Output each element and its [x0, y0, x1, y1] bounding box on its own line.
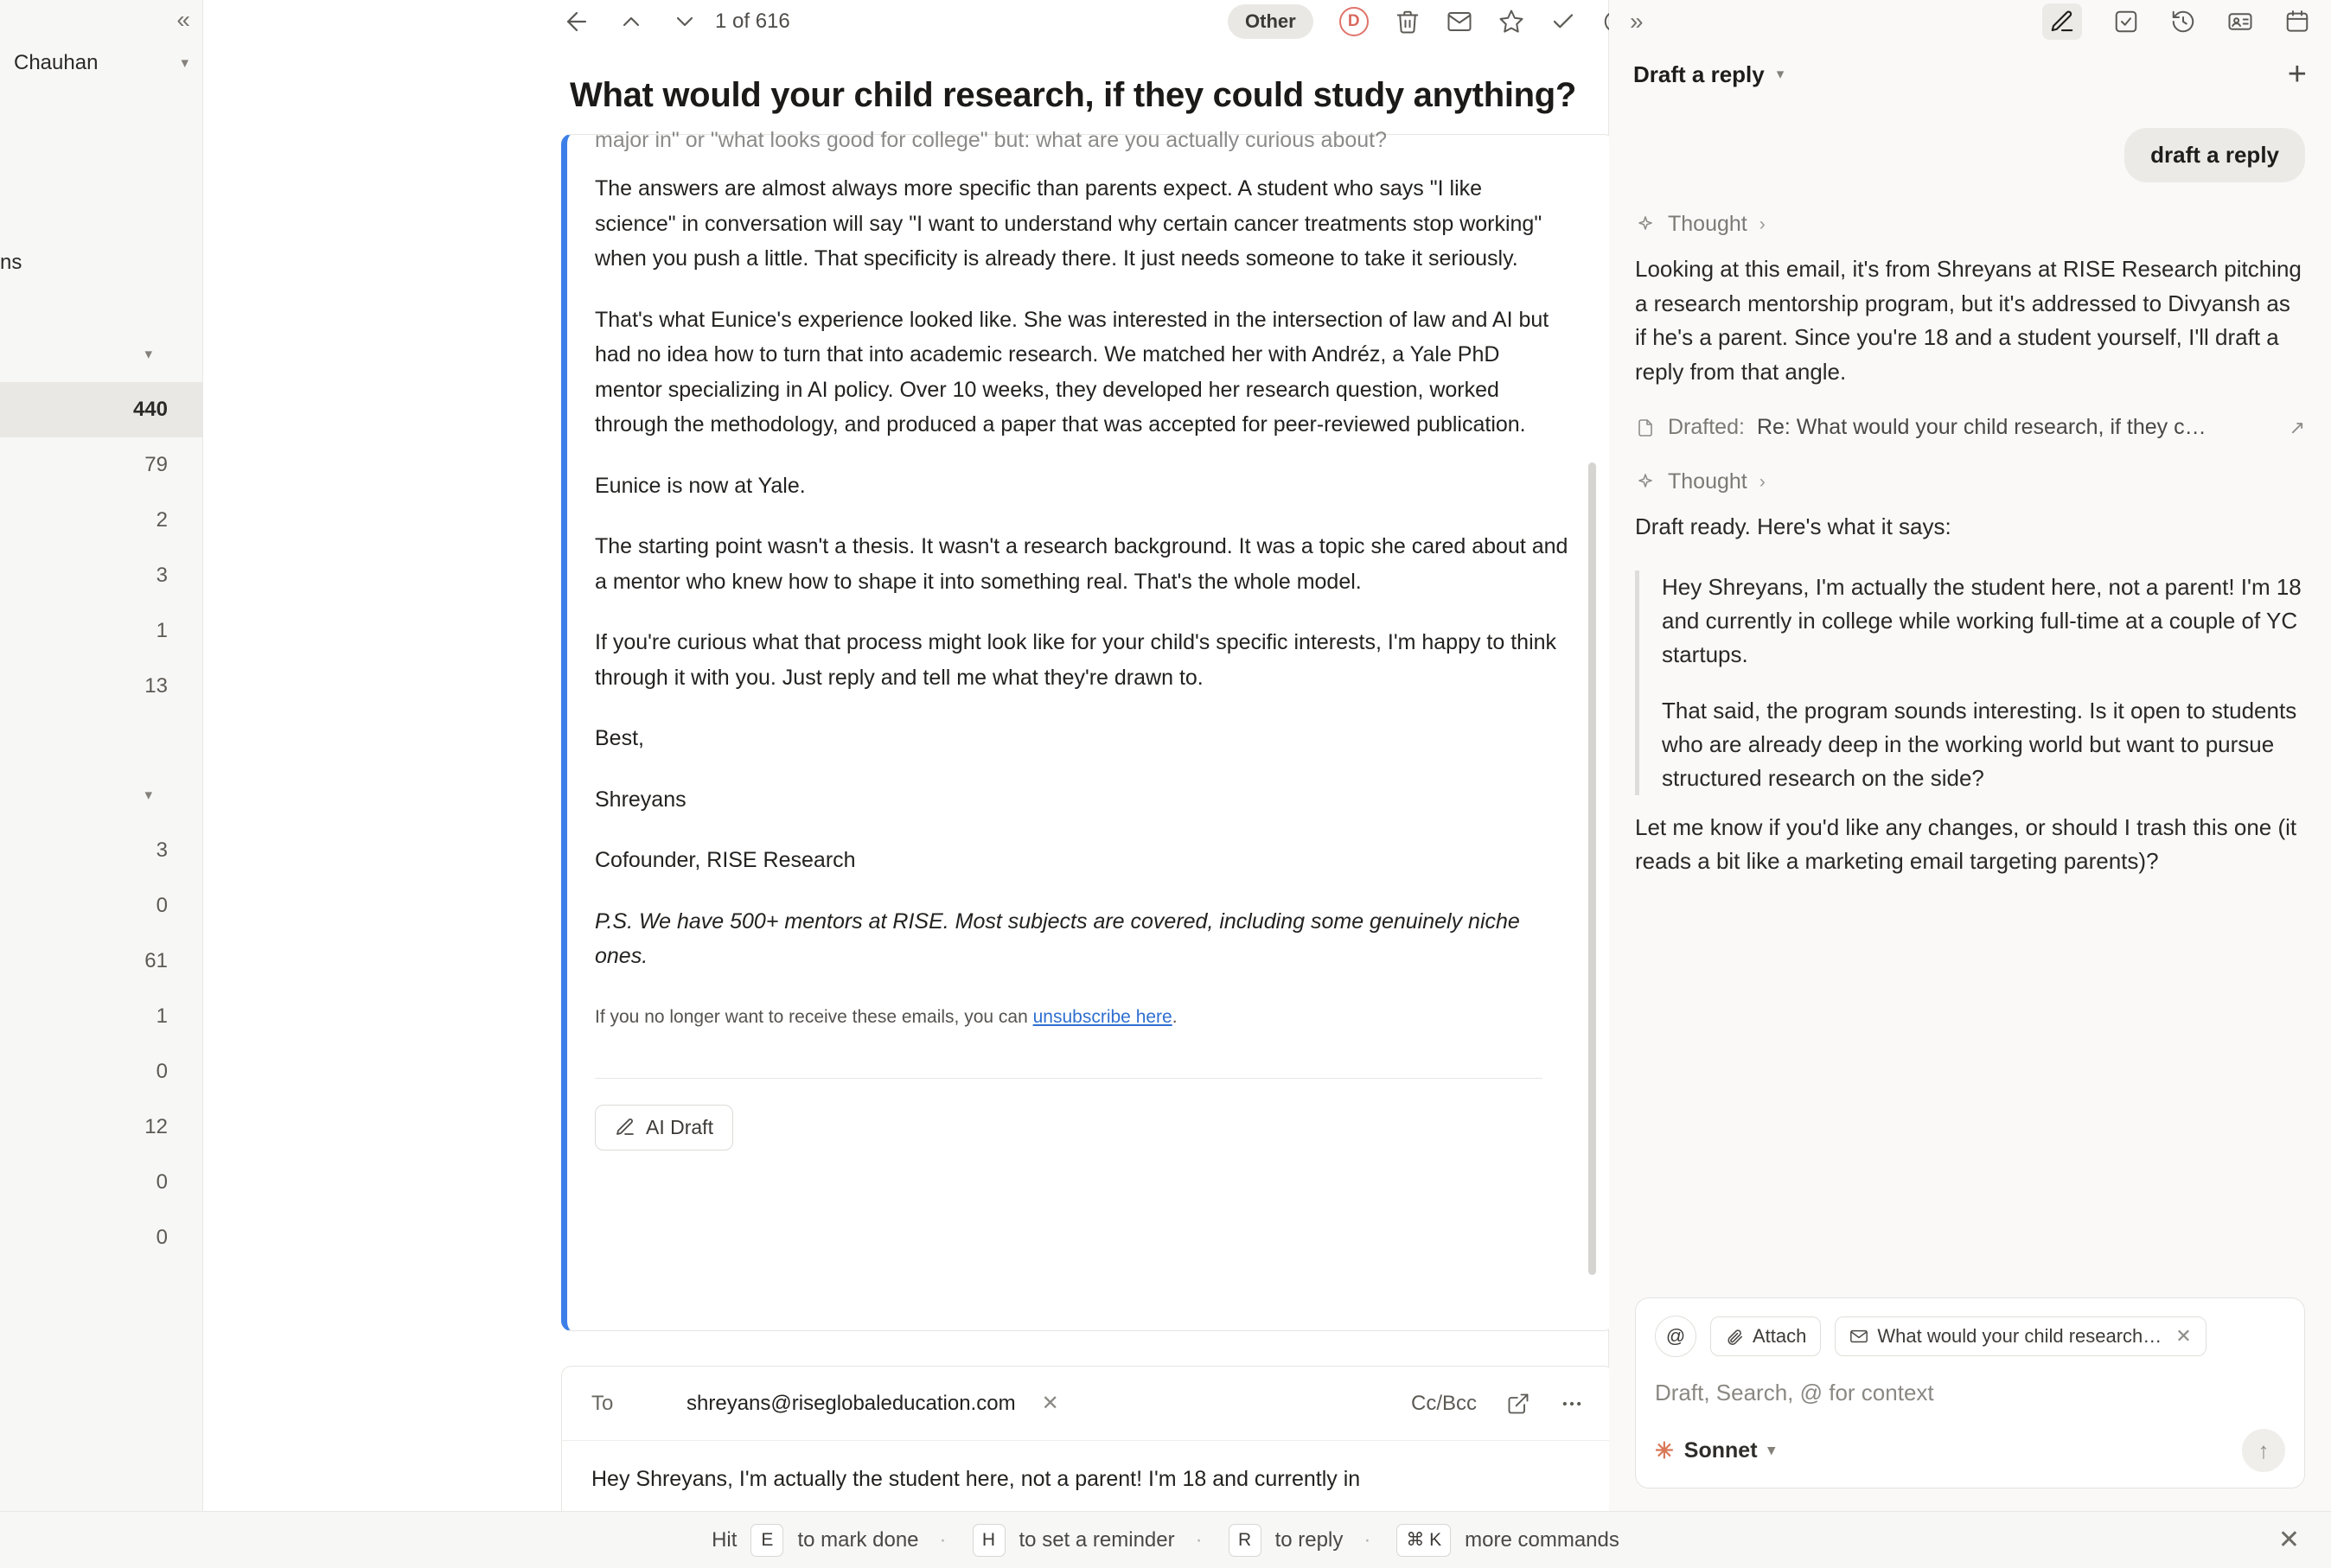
category-pill[interactable]: Other — [1228, 4, 1313, 39]
sidebar-item-count-0[interactable] — [0, 382, 202, 437]
paperclip-icon — [1725, 1327, 1744, 1346]
sidebar-count: 1 — [156, 619, 168, 642]
sidebar-item2-count-6[interactable] — [0, 1155, 202, 1210]
chevron-down-icon[interactable] — [671, 8, 699, 35]
assistant-closing-text: Let me know if you'd like any changes, or should I trash this one (it reads a bit like a marketing email targeting parents)? — [1635, 813, 2297, 875]
sidebar-count: 13 — [144, 674, 168, 698]
unsubscribe-link[interactable]: unsubscribe here — [1032, 1006, 1172, 1027]
sidebar-count: 0 — [156, 1170, 168, 1194]
check-icon[interactable] — [1550, 9, 1576, 35]
pencil-icon[interactable] — [2042, 3, 2082, 40]
sidebar-count: 440 — [132, 398, 168, 421]
external-link-icon[interactable] — [1506, 1392, 1530, 1416]
email-paragraph-2: Eunice is now at Yale. — [595, 473, 806, 498]
key-r[interactable]: R — [1229, 1524, 1261, 1557]
assistant-input[interactable]: Draft, Search, @ for context — [1655, 1380, 1934, 1405]
mention-button[interactable]: @ — [1655, 1316, 1696, 1357]
sidebar-count: 12 — [144, 1115, 168, 1138]
scrollbar[interactable] — [1588, 462, 1596, 1275]
star-icon[interactable] — [1498, 9, 1524, 35]
sidebar-item2-count-0[interactable] — [0, 823, 202, 878]
chevron-down-icon: ▾ — [1767, 1442, 1776, 1458]
arrow-left-icon[interactable] — [562, 7, 591, 36]
close-icon[interactable]: ✕ — [2175, 1325, 2192, 1347]
draft-ready-text: Draft ready. Here's what it says: — [1635, 513, 1951, 540]
sidebar-item-count-2[interactable] — [0, 493, 202, 548]
recipient-chip[interactable]: shreyans@riseglobaleducation.com — [687, 1391, 1016, 1415]
assistant-title: Draft a reply — [1633, 61, 1765, 87]
sidebar-count: 79 — [144, 453, 168, 476]
separator: · — [939, 1527, 947, 1552]
sidebar-item-count-3[interactable] — [0, 548, 202, 603]
chevron-down-icon: ▾ — [144, 787, 152, 803]
chevron-down-icon: ▾ — [144, 346, 152, 362]
sidebar-item2-count-3[interactable] — [0, 989, 202, 1044]
sidebar-item2-count-1[interactable] — [0, 878, 202, 934]
attach-label: Attach — [1753, 1325, 1807, 1347]
sidebar-count: 3 — [156, 838, 168, 862]
contact-card-icon[interactable] — [2227, 9, 2253, 35]
sparkle-icon — [1635, 214, 1656, 235]
assistant-panel-toolbar — [1609, 0, 2331, 43]
sidebar-section-toggle-2[interactable] — [0, 768, 202, 823]
sidebar-count: 0 — [156, 1226, 168, 1249]
sparkle-icon — [1635, 472, 1656, 493]
sidebar-item-count-4[interactable] — [0, 603, 202, 659]
email-signature-0: Best, — [595, 726, 644, 750]
panel-tab-icons — [2042, 3, 2310, 40]
compose-body-input[interactable] — [562, 1441, 1613, 1519]
email-signature-1: Shreyans — [595, 787, 687, 812]
thought-row-2[interactable] — [1635, 469, 2305, 494]
compose-header-actions — [1411, 1392, 1584, 1416]
sidebar-count: 0 — [156, 1060, 168, 1083]
draft-quote-paragraph-1: That said, the program sounds interesting. Is it open to students who are already deep in the working world but want to pursue structured research on the side? — [1662, 697, 2297, 791]
drafted-subject: Re: What would your child research, if they c… — [1756, 415, 2206, 440]
ai-draft-label: AI Draft — [646, 1115, 713, 1138]
to-label: To — [591, 1391, 614, 1415]
model-name: Sonnet — [1683, 1437, 1758, 1463]
attach-button[interactable] — [1710, 1316, 1821, 1356]
status-hit-label: Hit — [712, 1527, 738, 1552]
status-text-1: to mark done — [797, 1527, 919, 1552]
assistant-header — [1609, 43, 2331, 105]
thread-counter: 1 of 616 — [715, 10, 790, 33]
sidebar-count: 3 — [156, 564, 168, 587]
close-icon[interactable]: ✕ — [2277, 1526, 2300, 1554]
sidebar-label-splits: ns — [0, 251, 22, 274]
sidebar-item2-count-2[interactable] — [0, 934, 202, 989]
email-paragraph-3: The starting point wasn't a thesis. It wasn't a research background. It was a topic she cared about and a mentor who knew how to shape it into something real. That's the whole model. — [595, 534, 1568, 594]
pencil-icon — [615, 1117, 635, 1138]
sidebar-item-count-5[interactable] — [0, 659, 202, 714]
model-selector[interactable] — [1655, 1437, 1775, 1464]
composer-footer — [1655, 1429, 2285, 1472]
context-chip-label: What would your child research… — [1877, 1325, 2162, 1347]
key-h[interactable]: H — [973, 1524, 1006, 1557]
assistant-title-group[interactable] — [1633, 61, 1784, 88]
document-icon — [1635, 417, 1656, 438]
chevron-up-icon[interactable] — [617, 8, 645, 35]
thought-label: Thought — [1668, 212, 1747, 236]
email-clipped-line: major in" or "what looks good for college" but: what are you actually curious about? — [595, 128, 1388, 152]
divider — [595, 1078, 1542, 1079]
compose-header — [562, 1367, 1613, 1441]
open-draft-icon[interactable]: ↗ — [2289, 416, 2305, 438]
sidebar-count: 61 — [144, 949, 168, 972]
separator: · — [1195, 1527, 1203, 1552]
user-message: draft a reply — [2124, 128, 2305, 182]
sidebar-item2-count-7[interactable] — [0, 1210, 202, 1265]
status-text-3: to reply — [1274, 1527, 1344, 1552]
status-bar — [0, 1511, 2331, 1568]
drafted-label: Drafted: — [1668, 415, 1745, 440]
assistant-composer — [1635, 1297, 2305, 1488]
sidebar-item2-count-5[interactable] — [0, 1100, 202, 1155]
draft-preview-quote — [1635, 570, 2305, 795]
sidebar-count: 0 — [156, 894, 168, 917]
key-e[interactable]: E — [750, 1524, 783, 1557]
sidebar-item2-count-4[interactable] — [0, 1044, 202, 1100]
close-icon[interactable]: ✕ — [1041, 1392, 1059, 1415]
account-name: Chauhan — [14, 51, 99, 74]
trash-icon[interactable] — [1395, 9, 1421, 35]
email-signature-2: Cofounder, RISE Research — [595, 848, 856, 872]
drafted-row[interactable] — [1635, 415, 2305, 440]
email-paragraph-1: That's what Eunice's experience looked like. She was interested in the intersection of law and AI but had no idea how to turn that into academic research. We matched her with Andréz, a Yale PhD mentor specializing in AI policy. Over 10 weeks, they developed her research question, worked through the methodology, and produced a paper that was accepted for peer-reviewed publication. — [595, 307, 1549, 437]
chevron-down-icon: ▾ — [181, 54, 188, 71]
scrollbar-thumb[interactable] — [1588, 462, 1596, 1275]
sidebar-gap — [0, 714, 202, 768]
compose-body-text: Hey Shreyans, I'm actually the student here, not a parent! I'm 18 and currently in — [591, 1467, 1361, 1491]
context-chip[interactable] — [1835, 1316, 2206, 1356]
thread-nav — [562, 7, 699, 36]
assistant-panel — [1609, 0, 2331, 1568]
sidebar-item-count-1[interactable] — [0, 437, 202, 493]
email-message-card — [561, 128, 1614, 1331]
account-switcher[interactable] — [0, 40, 202, 86]
sidebar-count: 2 — [156, 508, 168, 532]
ccbcc-button[interactable]: Cc/Bcc — [1410, 1391, 1477, 1415]
separator: · — [1363, 1527, 1371, 1552]
toolbar-actions — [1228, 4, 1628, 39]
sidebar — [0, 0, 203, 1568]
send-button[interactable]: ↑ — [2242, 1429, 2285, 1472]
sidebar-spacer — [0, 86, 202, 327]
ellipsis-icon[interactable] — [1560, 1392, 1584, 1416]
sidebar-count: 1 — [156, 1004, 168, 1028]
history-icon[interactable] — [2170, 9, 2196, 35]
page-title: What would your child research, if they could study anything? — [570, 76, 1577, 114]
sidebar-section-toggle-1[interactable] — [0, 327, 202, 382]
email-paragraph-4: If you're curious what that process might look like for your child's specific interests, I'm happy to think through it with you. Just reply and tell me what they're drawn to. — [595, 630, 1557, 690]
key-cmd-k[interactable]: ⌘ K — [1396, 1524, 1451, 1557]
collapse-sidebar-icon[interactable]: « — [176, 6, 190, 33]
email-paragraph-0: The answers are almost always more specific than parents expect. A student who says "I like science" in conversation will say "I want to understand why certain cancer treatments stop working" when you push a little. That specificity is already there. It just needs someone to take it seriously. — [595, 176, 1542, 271]
ai-draft-button[interactable] — [595, 1105, 733, 1151]
new-chat-button[interactable]: + — [2287, 56, 2307, 92]
unsubscribe-suffix: . — [1172, 1006, 1178, 1027]
chevron-right-icon: › — [1759, 471, 1766, 492]
email-postscript: P.S. We have 500+ mentors at RISE. Most subjects are covered, including some genuinely niche ones. — [595, 908, 1520, 968]
assistant-message-1: Looking at this email, it's from Shreyans at RISE Research pitching a research mentorship program, but it's addressed to Divyansh as if he's a parent. Since you're 18 and a student yourself, I'll draft a reply from that angle. — [1635, 256, 2302, 385]
sidebar-top — [0, 0, 202, 40]
status-text-4: more commands — [1465, 1527, 1619, 1552]
thought-label: Thought — [1668, 469, 1747, 494]
composer-chips — [1655, 1316, 2285, 1357]
calendar-icon[interactable] — [2284, 9, 2310, 35]
email-toolbar — [203, 0, 1608, 43]
email-pane — [203, 0, 1609, 1568]
mail-icon — [1849, 1327, 1868, 1346]
unsubscribe-prefix: If you no longer want to receive these emails, you can — [595, 1006, 1033, 1027]
draft-quote-paragraph-0: Hey Shreyans, I'm actually the student here, not a parent! I'm 18 and currently in college while working full-time at a couple of YC startups. — [1662, 573, 2302, 667]
email-body — [567, 123, 1613, 1151]
chevron-right-icon: › — [1759, 214, 1766, 234]
thought-row-1[interactable] — [1635, 212, 2305, 237]
thread-scroll-area — [203, 128, 1608, 1568]
envelope-icon[interactable] — [1446, 9, 1472, 35]
sparkle-icon: ✳ — [1655, 1437, 1674, 1463]
status-text-2: to set a reminder — [1019, 1527, 1175, 1552]
chevrons-right-icon[interactable]: » — [1630, 8, 1644, 35]
avatar[interactable]: D — [1339, 7, 1369, 36]
unsubscribe-note — [595, 1007, 1568, 1028]
checklist-icon[interactable] — [2113, 9, 2139, 35]
chevron-down-icon[interactable]: ▾ — [1776, 66, 1785, 82]
